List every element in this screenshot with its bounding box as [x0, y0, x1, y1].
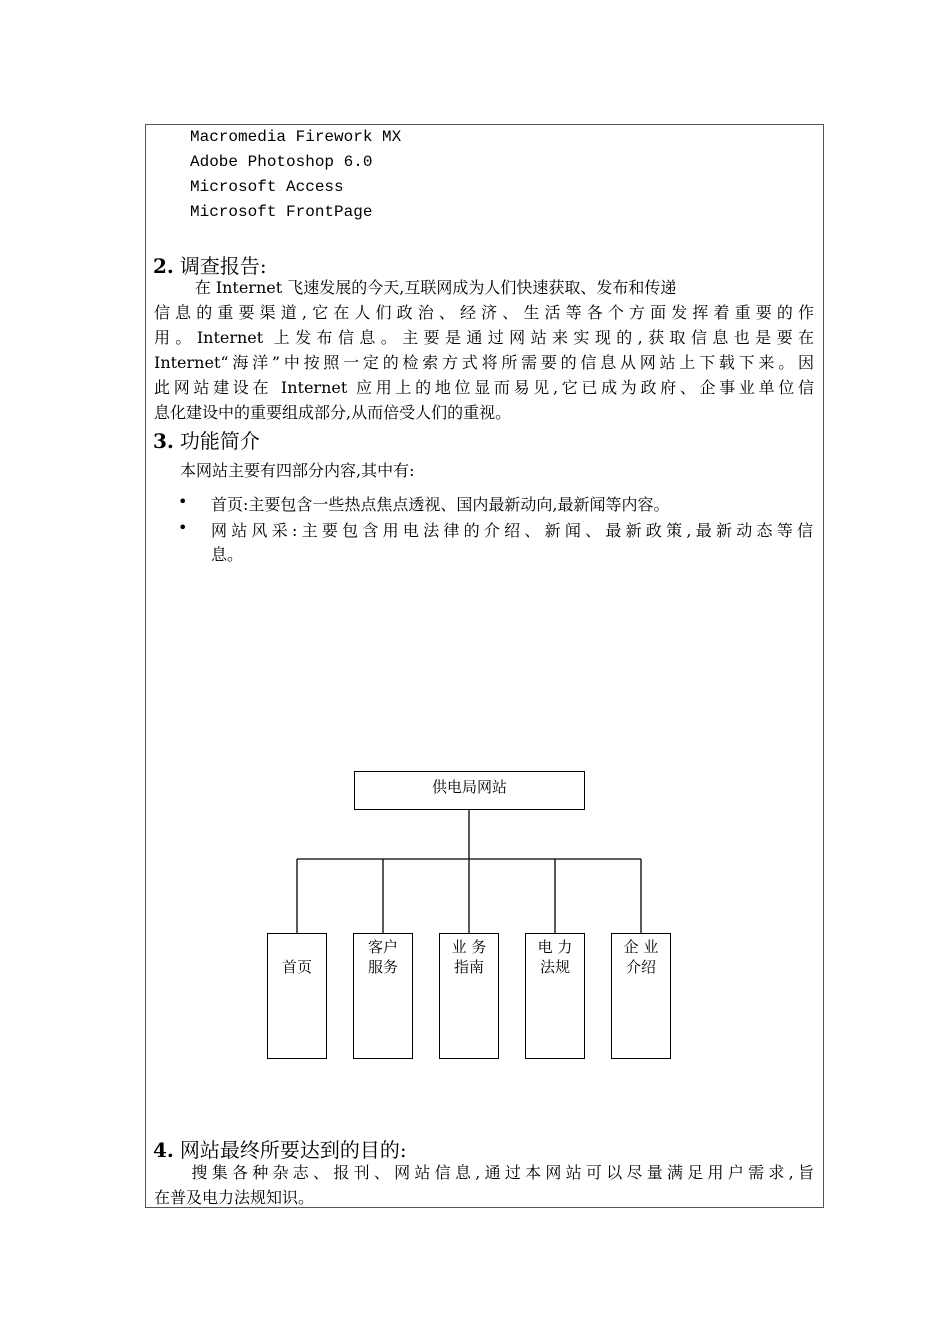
paragraph-line: 信息的重要渠道,它在人们政治、经济、生活等各个方面发挥着重要的作 [154, 303, 814, 322]
paragraph-line: Internet“海洋”中按照一定的检索方式将所需要的信息从网站上下载下来。因 [154, 353, 814, 372]
section-title: 调查报告: [179, 254, 267, 278]
org-child-label: 企 业 介绍 [623, 938, 659, 976]
paragraph-line: 用。Internet 上发布信息。主要是通过网站来实现的,获取信息也是要在 [154, 328, 814, 347]
software-item: Macromedia Firework MX [190, 128, 402, 146]
bullet-text: 首页:主要包含一些热点焦点透视、国内最新动向,最新闻等内容。 [211, 495, 670, 514]
org-child-box [267, 933, 327, 1059]
bullet-icon: • [178, 518, 188, 537]
section-title: 功能简介 [179, 429, 260, 453]
section-4-body [154, 1160, 814, 1210]
org-child-label: 客户 服务 [367, 938, 398, 976]
section-title: 网站最终所要达到的目的: [179, 1138, 407, 1162]
bullet-icon: • [178, 492, 188, 511]
paragraph-line: 搜集各种杂志、报刊、网站信息,通过本网站可以尽量满足用户需求,旨 [154, 1163, 814, 1182]
org-child-label: 首页 [281, 958, 312, 976]
org-root-label: 供电局网站 [431, 778, 507, 796]
software-item: Microsoft FrontPage [190, 203, 373, 221]
section-number: 4. [153, 1138, 174, 1162]
org-child-label: 电 力 法规 [537, 938, 573, 976]
paragraph-line: 在普及电力法规知识。 [154, 1188, 315, 1207]
section-number: 2. [153, 254, 174, 278]
paragraph-line: 此网站建设在 Internet 应用上的地位显而易见,它已成为政府、企事业单位信 [154, 378, 814, 397]
paragraph-line: 在 Internet 飞速发展的今天,互联网成为人们快速获取、发布和传递 [154, 278, 677, 297]
section-3-intro: 本网站主要有四部分内容,其中有: [180, 461, 415, 480]
paragraph-line: 息化建设中的重要组成部分,从而倍受人们的重视。 [154, 403, 512, 422]
bullet-text-cont: 息。 [211, 545, 244, 564]
bullet-text: 网站风采:主要包含用电法律的介绍、新闻、最新政策,最新动态等信 [211, 521, 813, 540]
section-number: 3. [153, 429, 174, 453]
software-item: Microsoft Access [190, 178, 344, 196]
section-4-heading [153, 1134, 407, 1163]
org-child-label: 业 务 指南 [451, 938, 487, 976]
software-item: Adobe Photoshop 6.0 [190, 153, 373, 171]
